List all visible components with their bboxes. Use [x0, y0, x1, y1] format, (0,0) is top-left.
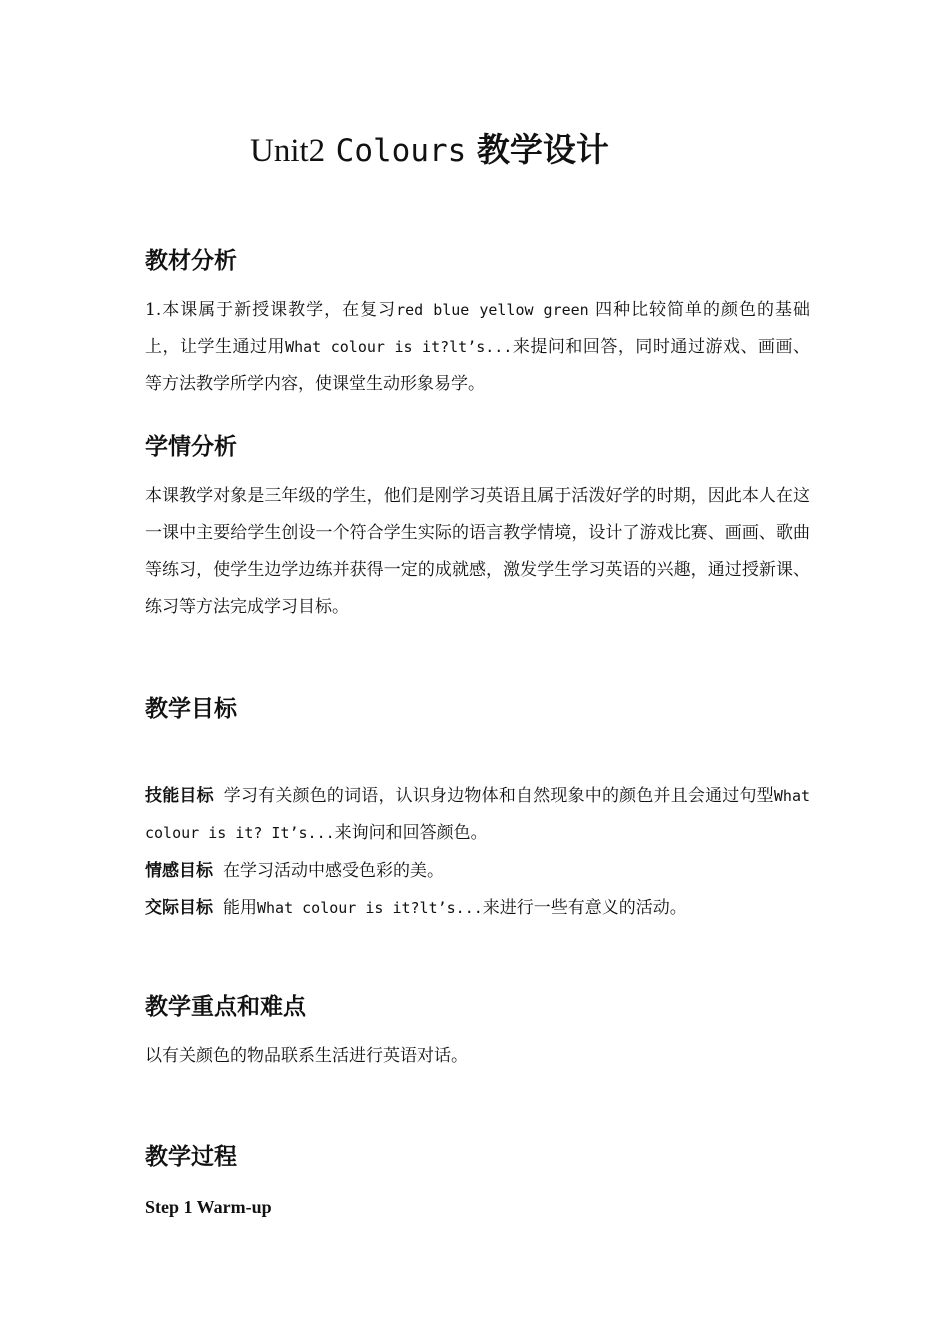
skill-goal-label: 技能目标 [145, 786, 214, 806]
skill-goal: 技能目标 学习有关颜色的词语，认识身边物体和自然现象中的颜色并且会通过句型What colour is it? It’s...来询问和回答颜色。 [145, 786, 811, 843]
title-unit: Unit2 [250, 133, 326, 169]
emotion-goal: 情感目标 在学习活动中感受色彩的美。 [145, 861, 444, 881]
student-analysis-paragraph: 本课教学对象是三年级的学生，他们是刚学习英语且属于活泼好学的时期，因此本人在这一课中主要给学生创设一个符合学生实际的语言教学情境，设计了游戏比赛、画画、歌曲等练习，使学生边学边练并获得一定的成就感，激发学生学习英语的兴趣，通过授新课、练习等方法完成学习目标。 [145, 486, 810, 617]
communication-goal: 交际目标 能用What colour is it?lt’s...来进行一些有意义的活动。 [145, 898, 687, 918]
step-1-heading: Step 1 Warm-up [145, 1197, 272, 1217]
title-word: Colours [335, 133, 467, 169]
emotion-goal-label: 情感目标 [145, 861, 213, 881]
heading-focus-difficulty: 教学重点和难点 [145, 994, 306, 1020]
document-title [250, 128, 609, 173]
heading-material-analysis: 教材分析 [145, 248, 237, 274]
material-analysis-paragraph: 1.本课属于新授课教学，在复习red blue yellow green 四种比较简单的颜色的基础上，让学生通过用What colour is it?lt’s...来提问和回答，同时通过游戏、画画、等方法教学所学内容，使课堂生动形象易学。 [145, 300, 810, 394]
heading-teaching-process: 教学过程 [145, 1144, 237, 1170]
communication-goal-label: 交际目标 [145, 898, 213, 918]
focus-paragraph: 以有关颜色的物品联系生活进行英语对话。 [145, 1046, 468, 1066]
heading-teaching-goals: 教学目标 [145, 696, 237, 722]
heading-student-analysis: 学情分析 [145, 434, 237, 460]
title-rest: 教学设计 [476, 130, 609, 169]
